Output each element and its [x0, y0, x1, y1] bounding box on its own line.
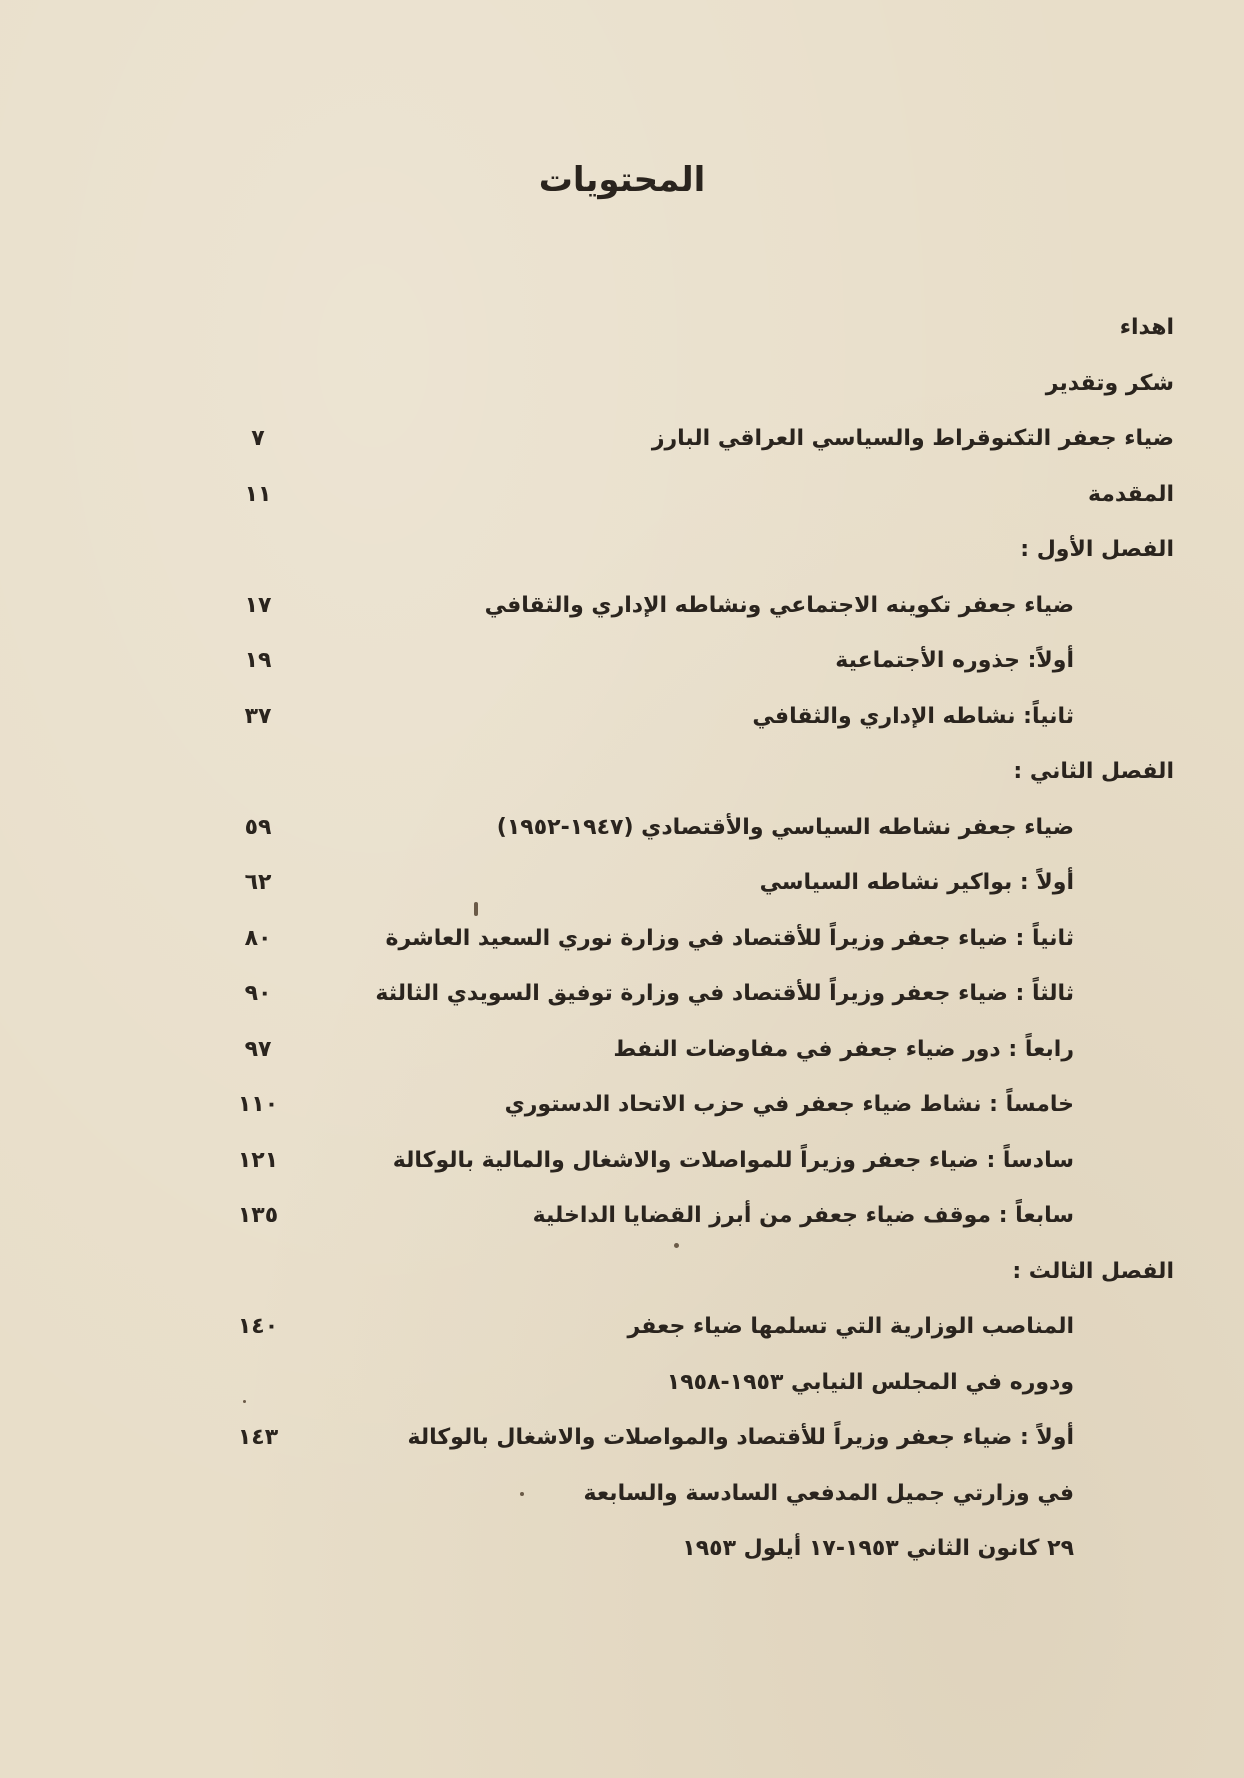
toc-entry-label: المقدمة — [1087, 481, 1174, 507]
paper-speck — [243, 1400, 246, 1403]
toc-entry-label: في وزارتي جميل المدفعي السادسة والسابعة — [583, 1480, 1074, 1506]
table-of-contents — [0, 308, 1244, 1585]
toc-entry-label: ودوره في المجلس النيابي ١٩٥٣-١٩٥٨ — [666, 1369, 1074, 1395]
toc-entry-label: اهداء — [1119, 315, 1174, 340]
paper-speck — [474, 902, 478, 916]
toc-entry — [0, 1141, 1244, 1197]
toc-entry — [0, 530, 1244, 586]
toc-entry-page-number: ٨٠ — [244, 925, 272, 951]
toc-entry-page-number: ١٢١ — [237, 1147, 279, 1173]
toc-entry-page-number: ١٩ — [244, 648, 272, 673]
toc-entry-page-number: ١١٠ — [237, 1092, 279, 1117]
toc-entry-label: رابعاً : دور ضياء جعفر في مفاوضات النفط — [613, 1036, 1074, 1062]
toc-entry-label: الفصل الثاني : — [1013, 759, 1174, 784]
toc-entry-page-number: ١٧ — [244, 592, 272, 618]
toc-entry-label: ثالثاً : ضياء جعفر وزيراً للأقتصاد في وزارة توفيق السويدي الثالثة — [375, 981, 1074, 1006]
toc-entry — [0, 419, 1244, 475]
toc-entry-page-number: ١١ — [244, 481, 272, 507]
toc-entry — [0, 475, 1244, 531]
toc-entry-page-number: ١٤٣ — [237, 1425, 279, 1450]
toc-entry — [0, 1418, 1244, 1474]
toc-entry — [0, 1030, 1244, 1086]
toc-entry — [0, 1085, 1244, 1141]
page-title: المحتويات — [538, 160, 706, 200]
toc-entry — [0, 863, 1244, 919]
paper-speck — [674, 1243, 679, 1248]
toc-entry-page-number: ٧ — [251, 426, 265, 451]
toc-entry — [0, 974, 1244, 1030]
toc-entry — [0, 1363, 1244, 1419]
toc-entry-label: سادساً : ضياء جعفر وزيراً للمواصلات والاشغال والمالية بالوكالة — [392, 1147, 1074, 1173]
toc-entry-page-number: ٩٧ — [244, 1036, 272, 1062]
toc-entry-label: الفصل الثالث : — [1012, 1258, 1174, 1284]
toc-entry — [0, 697, 1244, 753]
paper-speck — [520, 1492, 524, 1496]
toc-entry — [0, 919, 1244, 975]
toc-entry-label: ضياء جعفر نشاطه السياسي والأقتصادي (١٩٤٧-١٩٥٢) — [496, 814, 1074, 840]
toc-entry-label: ٢٩ كانون الثاني ١٩٥٣-١٧ أيلول ١٩٥٣ — [682, 1536, 1074, 1561]
toc-entry-page-number: ٣٧ — [244, 703, 272, 729]
toc-entry — [0, 1252, 1244, 1308]
toc-entry-label: ثانياً: نشاطه الإداري والثقافي — [752, 703, 1074, 729]
toc-entry — [0, 364, 1244, 420]
toc-entry-label: المناصب الوزارية التي تسلمها ضياء جعفر — [627, 1314, 1074, 1339]
toc-entry-label: أولاً : ضياء جعفر وزيراً للأقتصاد والمواصلات والاشغال بالوكالة — [407, 1425, 1074, 1450]
toc-entry — [0, 1196, 1244, 1252]
toc-entry — [0, 308, 1244, 364]
toc-entry — [0, 1474, 1244, 1530]
toc-entry-label: ثانياً : ضياء جعفر وزيراً للأقتصاد في وزارة نوري السعيد العاشرة — [385, 925, 1074, 951]
toc-entry-page-number: ٦٢ — [244, 870, 272, 895]
toc-entry — [0, 808, 1244, 864]
toc-entry-label: سابعاً : موقف ضياء جعفر من أبرز القضايا الداخلية — [532, 1203, 1074, 1228]
toc-entry — [0, 1307, 1244, 1363]
toc-entry — [0, 1529, 1244, 1585]
toc-entry-label: ضياء جعفر تكوينه الاجتماعي ونشاطه الإداري والثقافي — [484, 592, 1074, 618]
toc-entry-label: ضياء جعفر التكنوقراط والسياسي العراقي البارز — [651, 426, 1174, 451]
toc-entry-page-number: ٩٠ — [244, 981, 272, 1006]
toc-entry — [0, 752, 1244, 808]
toc-entry — [0, 641, 1244, 697]
toc-entry — [0, 586, 1244, 642]
toc-entry-label: أولاً: جذوره الأجتماعية — [835, 648, 1074, 673]
toc-entry-label: خامساً : نشاط ضياء جعفر في حزب الاتحاد الدستوري — [504, 1092, 1074, 1117]
toc-entry-page-number: ١٤٠ — [237, 1314, 279, 1339]
toc-entry-label: أولاً : بواكير نشاطه السياسي — [759, 870, 1074, 895]
toc-entry-label: الفصل الأول : — [1020, 537, 1174, 562]
toc-entry-page-number: ١٣٥ — [237, 1203, 279, 1228]
toc-entry-page-number: ٥٩ — [244, 814, 272, 840]
toc-entry-label: شكر وتقدير — [1045, 370, 1174, 396]
